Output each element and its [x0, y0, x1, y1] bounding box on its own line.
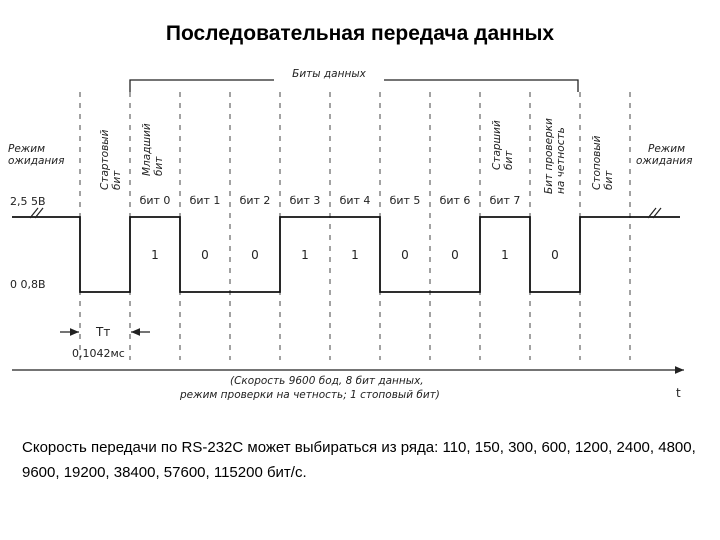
low-level-label: 0 0,8В: [10, 278, 46, 291]
bit-label: бит 2: [239, 194, 271, 207]
idle-left-label-1: Режим: [8, 143, 45, 155]
bit-label: бит 1: [189, 194, 221, 207]
high-level-label: 2,5 5В: [10, 195, 46, 208]
bit-label: бит 5: [389, 194, 421, 207]
parity-bit-label-1: Бит проверки: [543, 118, 555, 194]
page-title: Последовательная передача данных: [165, 22, 555, 45]
stop-bit-label-1: Стоповый: [591, 135, 603, 190]
bit-value: 0: [201, 248, 209, 262]
idle-right-label-2: ожидания: [636, 155, 693, 167]
lsb-label-2: бит: [153, 156, 165, 176]
start-bit-label-2: бит: [111, 170, 123, 190]
time-axis-label: t: [676, 386, 681, 400]
bit-value: 0: [551, 248, 559, 262]
parity-bit-label-2: на четность: [555, 127, 567, 194]
bit-label: бит 3: [289, 194, 321, 207]
bit-value: 1: [351, 248, 359, 262]
note-line-2: режим проверки на четность; 1 стоповый бит): [180, 389, 440, 401]
bit-label: бит 0: [139, 194, 171, 207]
data-bits-label: Биты данных: [292, 68, 366, 80]
msb-label-1: Старший: [491, 120, 503, 170]
bit-label: бит 4: [339, 194, 371, 207]
msb-label-2: бит: [503, 150, 515, 170]
bit-value: 0: [401, 248, 409, 262]
bit-label: бит 6: [439, 194, 471, 207]
signal-waveform: [12, 217, 680, 292]
bit-value: 1: [301, 248, 309, 262]
bit-value: 1: [151, 248, 159, 262]
lsb-label-1: Младший: [141, 123, 153, 176]
start-bit-label-1: Стартовый: [99, 129, 111, 190]
stop-bit-label-2: бит: [603, 170, 615, 190]
bit-time-value: 0,1042мс: [72, 347, 125, 360]
note-line-1: (Скорость 9600 бод, 8 бит данных,: [230, 375, 424, 387]
bit-time-label: Tт: [96, 325, 111, 339]
bit-value: 1: [501, 248, 509, 262]
idle-left-label-2: ожидания: [8, 155, 65, 167]
bit-value: 0: [451, 248, 459, 262]
bit-label: бит 7: [489, 194, 521, 207]
idle-right-label-1: Режим: [648, 143, 685, 155]
bit-value: 0: [251, 248, 259, 262]
baud-rate-caption: Скорость передачи по RS-232С может выбираться из ряда: 110, 150, 300, 600, 1200, 2400, 4800, 9600, 19200, 38400, 57600, 115200 бит/с.: [22, 439, 696, 481]
bit-values: [151, 248, 559, 262]
